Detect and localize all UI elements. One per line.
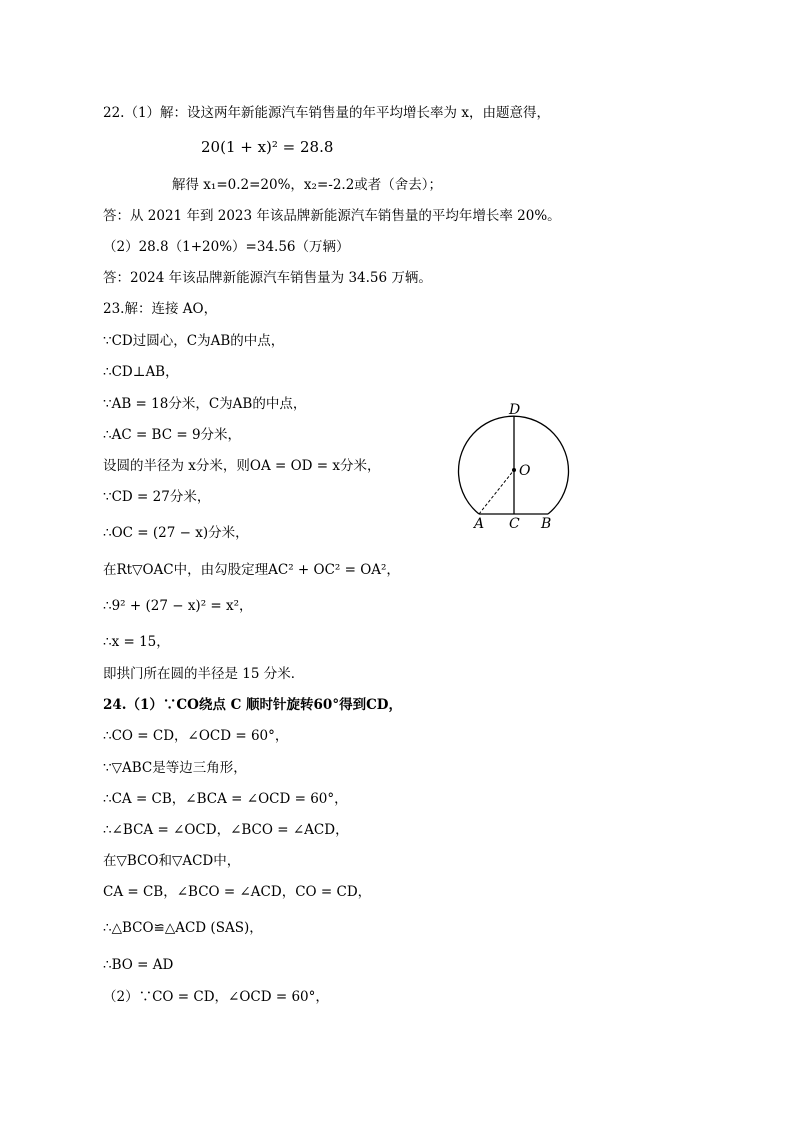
q22-answer2: 答：2024 年该品牌新能源汽车销售量为 34.56 万辆。 [103, 270, 432, 286]
q24-line3: ∴CA = CB，∠BCA = ∠OCD = 60°， [103, 791, 348, 807]
q23-conclusion: 即拱门所在圆的半径是 15 分米． [103, 666, 305, 682]
label-c: C [509, 516, 520, 532]
q22-solutions: 解得 x₁=0.2=20%，x₂=-2.2或者（舍去）； [172, 177, 443, 193]
q23-line3: ∵AB = 18分米，C为AB的中点， [103, 396, 307, 412]
q24-line7: ∴△BCO≌△ACD (SAS)， [103, 920, 263, 936]
q24-start: 24.（1）∵CO绕点 C 顺时针旋转60°得到CD， [103, 697, 403, 713]
q23-line2: ∴CD⊥AB， [103, 364, 179, 380]
segment-ao [479, 470, 514, 514]
label-o: O [519, 463, 531, 479]
q22-part1-setup: 22.（1）解：设这两年新能源汽车销售量的年平均增长率为 x，由题意得， [103, 105, 550, 121]
center-point [512, 468, 516, 472]
q23-line6: ∵CD = 27分米， [103, 489, 211, 505]
q23-line7: ∴OC = (27 − x)分米， [103, 525, 249, 541]
q22-part2: （2）28.8（1+20%）=34.56（万辆） [103, 239, 350, 255]
q24-line8: ∴BO = AD [103, 957, 174, 973]
label-d: D [509, 402, 521, 418]
q23-line8: 在Rt▽OAC中，由勾股定理AC² + OC² = OA²， [103, 562, 400, 578]
q24-line5: 在▽BCO和▽ACD中， [103, 853, 241, 869]
q23-start: 23.解：连接 AO， [103, 301, 218, 317]
q24-part2: （2）∵CO = CD，∠OCD = 60°， [103, 989, 329, 1005]
q24-line4: ∴∠BCA = ∠OCD，∠BCO = ∠ACD， [103, 822, 349, 838]
label-b: B [541, 516, 552, 532]
arch-circle-figure [455, 398, 585, 533]
q24-line1: ∴CO = CD，∠OCD = 60°， [103, 728, 289, 744]
q23-line5: 设圆的半径为 x分米，则OA = OD = x分米， [103, 458, 381, 474]
q24-line2: ∵▽ABC是等边三角形， [103, 760, 247, 776]
q22-answer1: 答：从 2021 年到 2023 年该品牌新能源汽车销售量的平均年增长率 20%。 [103, 208, 561, 224]
q23-line1: ∵CD过圆心，C为AB的中点， [103, 333, 285, 349]
q23-line4: ∴AC = BC = 9分米， [103, 427, 242, 443]
q22-equation: 20(1 + x)² = 28.8 [201, 138, 334, 156]
label-a: A [474, 516, 485, 532]
q23-line9: ∴9² + (27 − x)² = x²， [103, 598, 253, 614]
q23-line10: ∴x = 15， [103, 634, 170, 650]
q24-line6: CA = CB，∠BCO = ∠ACD，CO = CD， [103, 884, 372, 900]
